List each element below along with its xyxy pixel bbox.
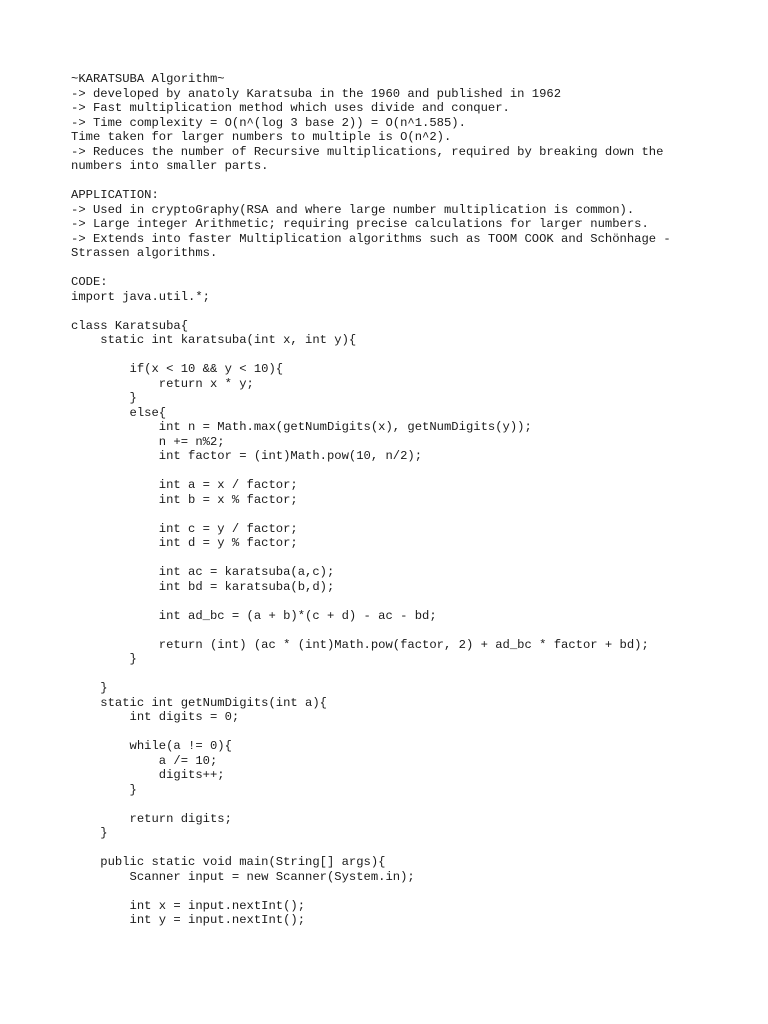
text-line: int ad_bc = (a + b)*(c + d) - ac - bd; bbox=[71, 608, 437, 623]
text-line: int x = input.nextInt(); bbox=[71, 898, 306, 913]
text-line: while(a != 0){ bbox=[71, 739, 232, 753]
text-line: } bbox=[71, 681, 108, 695]
blank-line bbox=[71, 261, 731, 276]
text-line: if(x < 10 && y < 10){ bbox=[71, 362, 284, 376]
blank-line bbox=[71, 304, 731, 319]
text-line: } bbox=[71, 652, 137, 666]
text-line: import java.util.*; bbox=[71, 289, 210, 304]
text-line: static int karatsuba(int x, int y){ bbox=[71, 333, 357, 347]
text-line: a /= 10; bbox=[71, 753, 218, 768]
text-line: else{ bbox=[71, 405, 167, 420]
blank-line bbox=[71, 667, 731, 682]
blank-line bbox=[71, 623, 731, 638]
text-line: int digits = 0; bbox=[71, 710, 240, 724]
document-body bbox=[71, 72, 731, 928]
text-line: -> developed by anatoly Karatsuba in the 1960 and published in 1962 bbox=[71, 86, 562, 101]
text-line: digits++; bbox=[71, 768, 225, 782]
text-line: public static void main(String[] args){ bbox=[71, 855, 386, 869]
text-line: -> Used in cryptoGraphy(RSA and where large number multiplication is common). bbox=[71, 202, 635, 217]
blank-line bbox=[71, 348, 731, 363]
text-line: return (int) (ac * (int)Math.pow(factor, 2) + ad_bc * factor + bd); bbox=[71, 637, 649, 652]
text-line: -> Time complexity = O(n^(log 3 base 2)) = O(n^1.585). bbox=[71, 115, 466, 130]
blank-line bbox=[71, 464, 731, 479]
text-line: int y = input.nextInt(); bbox=[71, 913, 306, 927]
text-line: return digits; bbox=[71, 811, 232, 826]
blank-line bbox=[71, 594, 731, 609]
blank-line bbox=[71, 841, 731, 856]
text-line: -> Large integer Arithmetic; requiring precise calculations for larger numbers. bbox=[71, 217, 649, 231]
text-line: APPLICATION: bbox=[71, 188, 159, 202]
text-line: numbers into smaller parts. bbox=[71, 159, 269, 173]
text-line: int c = y / factor; bbox=[71, 521, 298, 536]
text-line: int bd = karatsuba(b,d); bbox=[71, 579, 335, 594]
blank-line bbox=[71, 797, 731, 812]
blank-line bbox=[71, 507, 731, 522]
text-line: } bbox=[71, 826, 108, 840]
blank-line bbox=[71, 884, 731, 899]
blank-line bbox=[71, 551, 731, 566]
text-line: CODE: bbox=[71, 275, 108, 289]
text-line: -> Fast multiplication method which uses divide and conquer. bbox=[71, 101, 510, 115]
blank-line bbox=[71, 174, 731, 189]
text-line: -> Extends into faster Multiplication algorithms such as TOOM COOK and Schönhage - bbox=[71, 231, 671, 246]
text-line: int n = Math.max(getNumDigits(x), getNumDigits(y)); bbox=[71, 420, 532, 434]
text-line: return x * y; bbox=[71, 376, 254, 391]
text-line: static int getNumDigits(int a){ bbox=[71, 695, 327, 710]
text-line: } bbox=[71, 782, 137, 797]
blank-line bbox=[71, 725, 731, 740]
text-line: int factor = (int)Math.pow(10, n/2); bbox=[71, 449, 423, 463]
text-line: int a = x / factor; bbox=[71, 478, 298, 492]
text-line: } bbox=[71, 391, 137, 405]
text-line: -> Reduces the number of Recursive multiplications, required by breaking down the bbox=[71, 144, 664, 159]
text-line: ~KARATSUBA Algorithm~ bbox=[71, 72, 225, 86]
text-line: Time taken for larger numbers to multiple is O(n^2). bbox=[71, 130, 452, 144]
text-line: class Karatsuba{ bbox=[71, 318, 189, 333]
text-line: int b = x % factor; bbox=[71, 492, 298, 507]
text-line: Scanner input = new Scanner(System.in); bbox=[71, 869, 415, 884]
text-line: int ac = karatsuba(a,c); bbox=[71, 565, 335, 579]
text-line: int d = y % factor; bbox=[71, 536, 298, 550]
text-line: n += n%2; bbox=[71, 434, 225, 449]
text-line: Strassen algorithms. bbox=[71, 246, 218, 260]
